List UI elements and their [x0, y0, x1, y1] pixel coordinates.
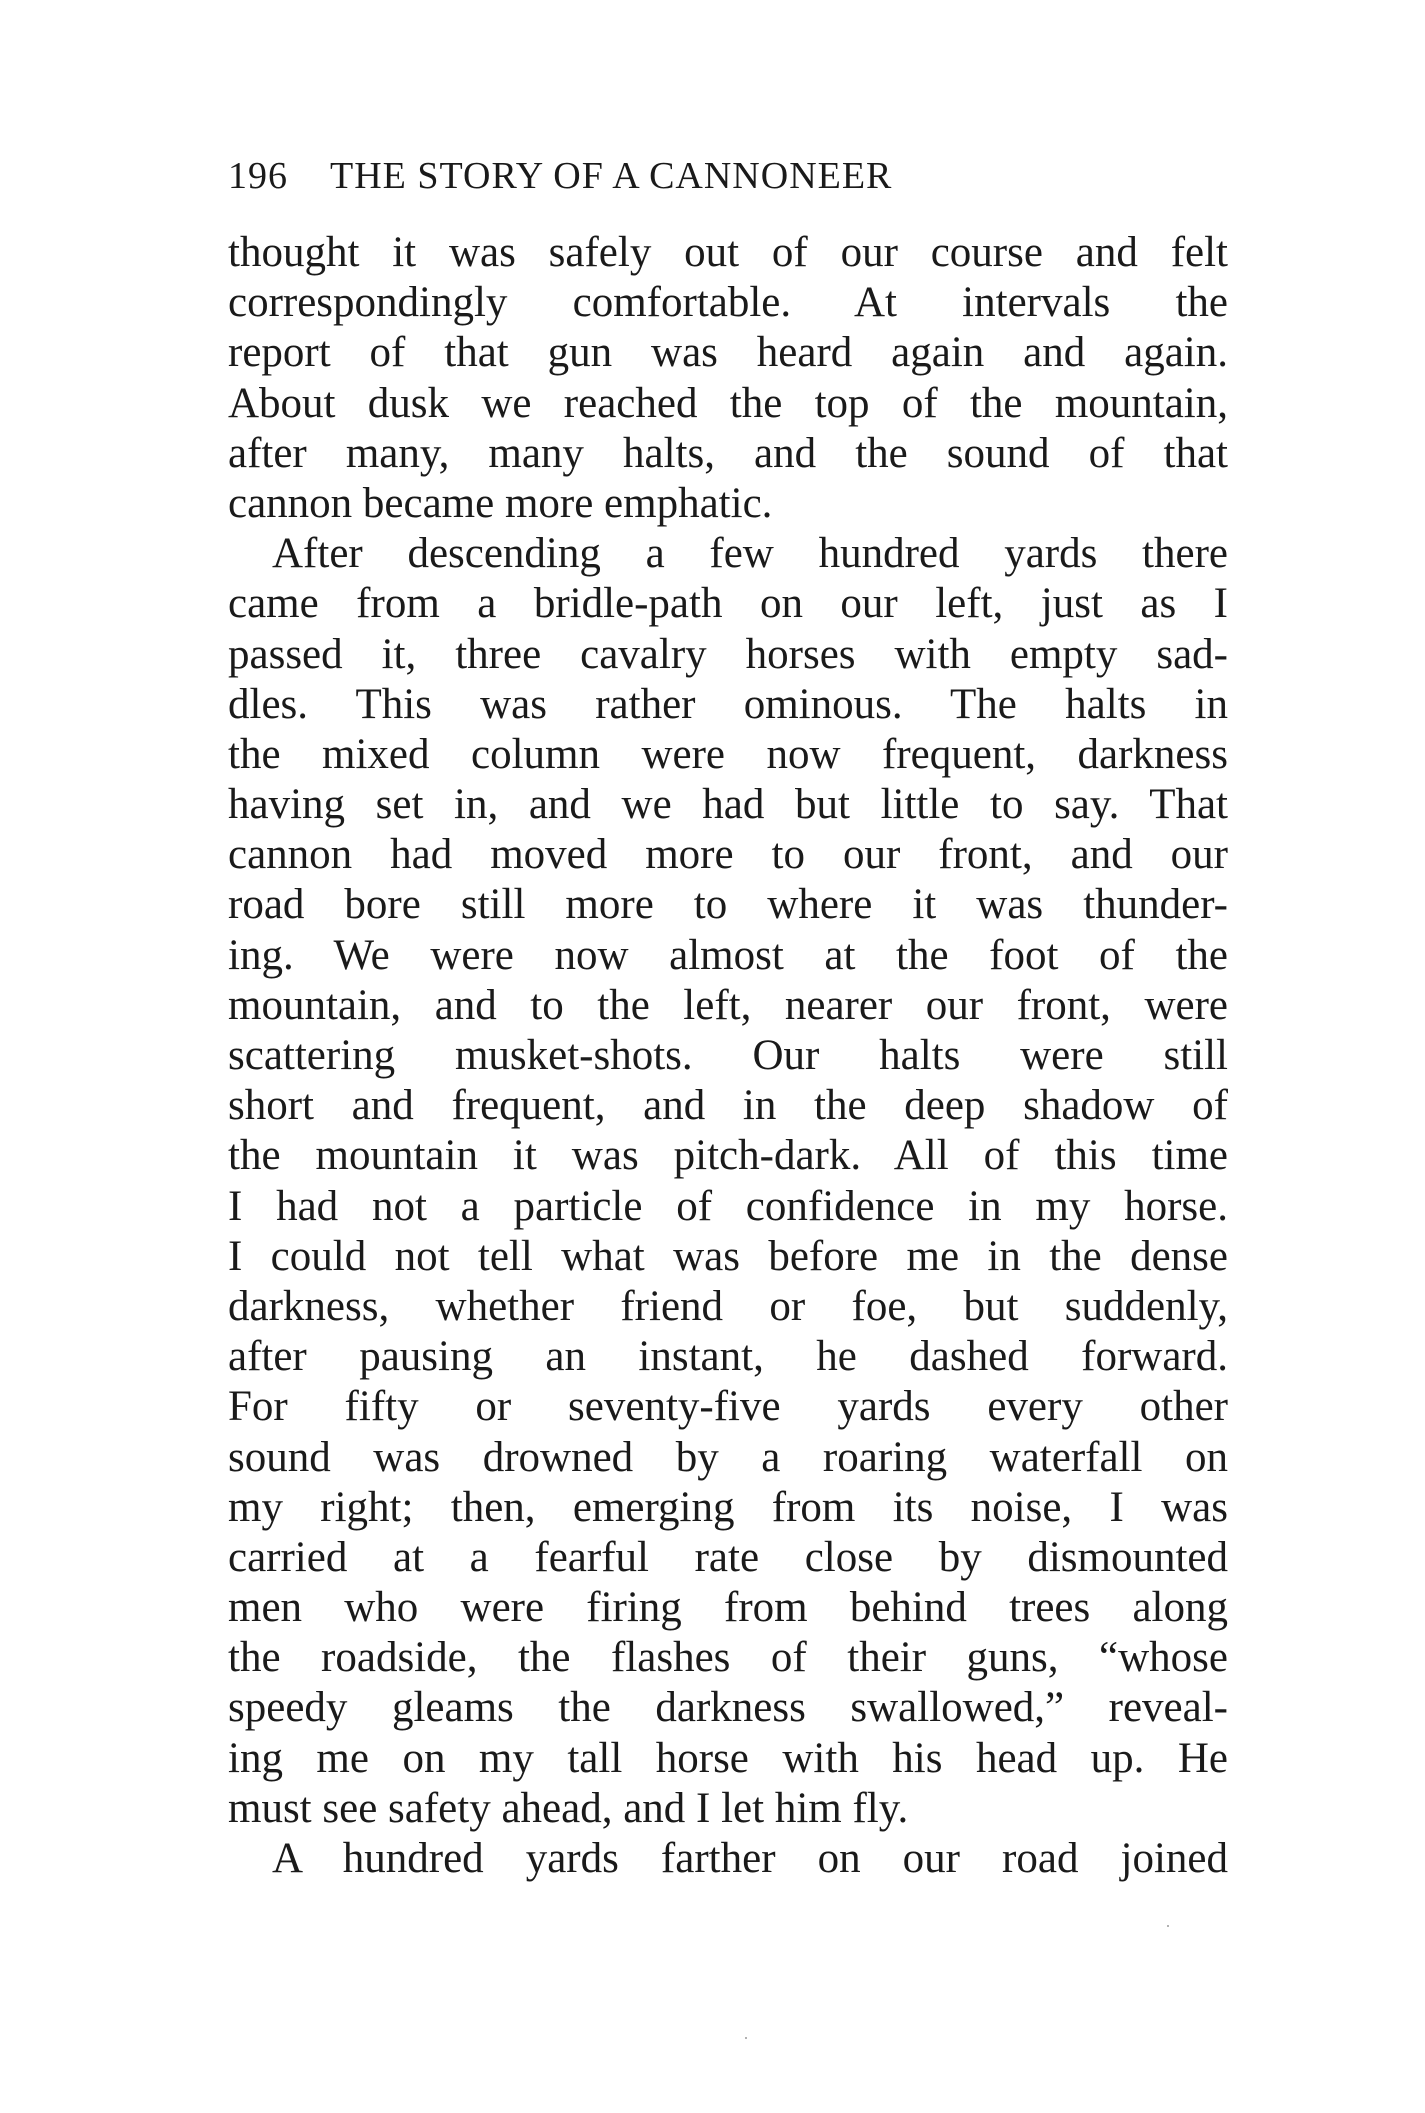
- text-line: cannon had moved more to our front, and our: [228, 831, 1228, 879]
- text-line: After descending a few hundred yards there: [272, 530, 1228, 578]
- text-line: carried at a fearful rate close by dismounted: [228, 1533, 1228, 1581]
- text-line: report of that gun was heard again and again.: [228, 329, 1228, 377]
- text-line: I had not a particle of confidence in my horse.: [228, 1182, 1228, 1230]
- text-line: mountain, and to the left, nearer our front, were: [228, 981, 1228, 1029]
- text-line: men who were firing from behind trees along: [228, 1584, 1228, 1632]
- text-line: About dusk we reached the top of the mountain,: [228, 379, 1228, 427]
- running-title: THE STORY OF A CANNONEER: [330, 155, 893, 197]
- text-line: the roadside, the flashes of their guns, “whose: [228, 1634, 1228, 1682]
- text-line: darkness, whether friend or foe, but suddenly,: [228, 1282, 1228, 1330]
- body-text: [228, 228, 1228, 1884]
- text-line: after pausing an instant, he dashed forward.: [228, 1333, 1228, 1381]
- text-line: my right; then, emerging from its noise, I was: [228, 1483, 1228, 1531]
- text-line: I could not tell what was before me in the dense: [228, 1232, 1228, 1280]
- text-line: ing me on my tall horse with his head up. He: [228, 1734, 1228, 1782]
- text-line: road bore still more to where it was thunder-: [228, 881, 1228, 929]
- text-line: sound was drowned by a roaring waterfall on: [228, 1433, 1228, 1481]
- text-line: thought it was safely out of our course and felt: [228, 229, 1228, 276]
- text-line: cannon became more emphatic.: [228, 479, 773, 527]
- text-line: dles. This was rather ominous. The halts in: [228, 680, 1228, 728]
- text-line: short and frequent, and in the deep shadow of: [228, 1082, 1228, 1130]
- page-number: 196: [228, 155, 288, 197]
- text-line: scattering musket-shots. Our halts were still: [228, 1032, 1228, 1079]
- text-line: correspondingly comfortable. At intervals the: [228, 279, 1228, 327]
- text-line: came from a bridle-path on our left, just as I: [228, 580, 1228, 628]
- text-line: speedy gleams the darkness swallowed,” reveal-: [228, 1684, 1228, 1732]
- text-line: the mountain it was pitch-dark. All of this time: [228, 1132, 1228, 1180]
- text-line: having set in, and we had but little to say. That: [228, 781, 1228, 829]
- text-line: passed it, three cavalry horses with empty sad-: [228, 630, 1228, 678]
- scan-speck: [1167, 1925, 1169, 1927]
- text-line: For fifty or seventy-five yards every other: [228, 1383, 1228, 1431]
- running-header: [228, 154, 1228, 198]
- text-line: A hundred yards farther on our road joined: [272, 1835, 1228, 1882]
- text-line: after many, many halts, and the sound of that: [228, 429, 1228, 477]
- text-line: the mixed column were now frequent, darkness: [228, 730, 1228, 778]
- scan-speck: [745, 2037, 747, 2039]
- text-line: must see safety ahead, and I let him fly.: [228, 1784, 909, 1832]
- text-line: ing. We were now almost at the foot of the: [228, 931, 1228, 979]
